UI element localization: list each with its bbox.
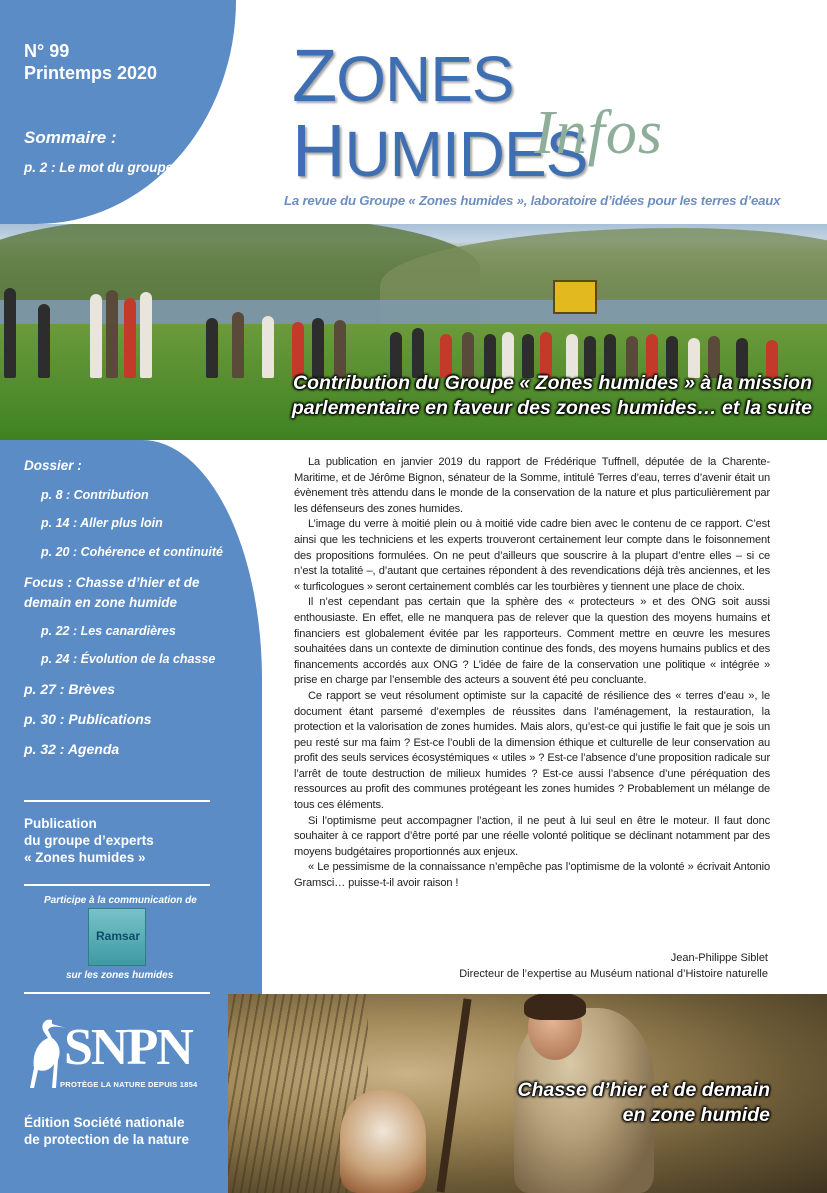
blue-header-panel [0,0,236,224]
toc-focus-heading-line1: Focus : Chasse d’hier et de [24,575,200,590]
snpn-logo: SNPN [64,1019,192,1076]
toc-item-p24[interactable]: p. 24 : Évolution de la chasse [41,652,216,666]
publication-line2: du groupe d’experts [24,833,154,848]
painting-caption-line2: en zone humide [622,1104,770,1126]
editorial-paragraph: Si l’optimisme peut accompagner l’action, il ne peut à lui seul en être le moteur. Il faut donc souhaiter à ce rapport d’être porté par une réelle volonté politique se déclinant notamment par des moyens budgétaires proportionnés aux enjeux. [294,814,770,858]
divider-rule [24,800,210,802]
editorial-paragraph: « Le pessimisme de la connaissance n’empêche pas l’optimisme de la volonté » écrivait Antonio Gramsci… puisse-t-il avoir raison ! [294,861,770,890]
painting-dog [340,1090,426,1193]
toc-item-p8[interactable]: p. 8 : Contribution [41,488,149,502]
toc-item-p20[interactable]: p. 20 : Cohérence et continuité [41,545,223,559]
sommaire-item-p2[interactable]: p. 2 : Le mot du groupe… [24,160,187,175]
editorial-paragraph: L’image du verre à moitié plein ou à moitié vide cadre bien avec le contenu de ce rapport. C’est ainsi que les techniciens et les experts trouveront certainement leur compte dans le foisonnement des propositions formulées. On ne peut d’ailleurs que souscrire à la plupart d’entre elles – si ce n’est la totalité –, d’autant que certaines répondent à des revendications déjà très anciennes, et les « turficologues » seront certainement comblés car les tourbières y tiennent une place de choix. [294,518,770,593]
masthead-title-z: Z [292,34,337,117]
painting-hunter-hair [524,994,586,1020]
masthead-title-h: H [292,109,345,192]
toc-item-publications[interactable]: p. 30 : Publications [24,711,152,727]
masthead-subtitle: Infos [534,99,663,167]
editorial-paragraph: La publication en janvier 2019 du rapport de Frédérique Tuffnell, députée de la Charente-Maritime, et de Jérôme Bignon, sénateur de la Somme, intitulé Terres d’eau, terres d’avenir était un évènement très attendu dans le monde de la conservation de la nature et plus particulièrement par les défenseurs des zones humides. [294,456,770,515]
issue-number: N° 99 [24,41,70,61]
toc-focus-heading-line2: demain en zone humide [24,595,178,610]
issue-season: Printemps 2020 [24,63,158,83]
ramsar-participation-text: Participe à la communication de [44,895,197,906]
edition-line2: de protection de la nature [24,1132,190,1147]
publication-statement [24,815,154,866]
ramsar-logo-text: Ramsar [95,929,141,943]
painting-caption [440,1078,770,1128]
editorial-paragraph: Il n’est cependant pas certain que la sphère des « protecteurs » et des ONG soit aussi enthousiaste. En effet, elle ne manquera pas de relever que la question des moyens humains et financiers est globalement évitée par les rapporteurs. Comment mettre en œuvre les mesures souhaitées dans un contexte de diminution continue des fonds, des moyens humains publics et des financements accordés aux ONG ? L’idée de faire de la conservation une politique « intégrée » prise en charge par l’ensemble des acteurs a souvent été peu concluante. [294,596,770,687]
toc-item-breves[interactable]: p. 27 : Brèves [24,681,116,697]
snpn-tagline: PROTÈGE LA NATURE DEPUIS 1854 [60,1080,198,1089]
editorial-author-role: Directeur de l’expertise au Muséum national d’Histoire naturelle [459,968,768,980]
publication-line1: Publication [24,816,97,831]
toc-item-p22[interactable]: p. 22 : Les canardières [41,624,176,638]
divider-rule [24,992,210,994]
toc-item-agenda[interactable]: p. 32 : Agenda [24,741,120,757]
editorial-paragraph: Ce rapport se veut résolument optimiste sur la capacité de résilience des « terres d’eau », le document étant parsemé d’exemples de réussites dans l’aménagement, la restauration, la protection et la valorisation de zones humides. Mais alors, qu’est-ce qui justifie le fait que je sois un peu resté sur ma faim ? Est-ce l’oubli de la dimension éthique et culturelle de leur conservation au profit des seuls services écosystémiques « utiles » ? Est-ce l’absence d’une proposition radicale sur l’arrêt de toute destruction de milieux humides ? Est-ce aussi l’absence d’une péréquation des ressources au profit des communes protégeant les zones humides ? Probablement un mélange de tous ces éléments. [294,689,770,812]
edition-statement [24,1114,189,1148]
divider-rule [24,884,210,886]
masthead-title-umides: UMIDES [344,118,588,190]
edition-line1: Édition Société nationale [24,1115,185,1130]
sommaire-title: Sommaire : [24,128,117,147]
toc-dossier-heading: Dossier : [24,458,82,473]
masthead-tagline: La revue du Groupe « Zones humides », laboratoire d’idées pour les terres d’eaux [284,193,781,208]
photo-crowd [0,288,827,378]
cover-photo-caption-line1: Contribution du Groupe « Zones humides » à la mission [293,372,812,394]
cover-photo-caption-line2: parlementaire en faveur des zones humides… et la suite [291,397,812,419]
masthead-title-ones: ONES [336,43,514,115]
editorial-author: Jean-Philippe Siblet [670,952,768,964]
ramsar-logo [88,908,146,966]
cover-photo-caption [172,371,812,421]
painting-caption-line1: Chasse d’hier et de demain [517,1079,770,1101]
editorial-text [294,455,770,892]
ramsar-subtitle: sur les zones humides [66,970,174,981]
toc-item-p14[interactable]: p. 14 : Aller plus loin [41,516,163,530]
publication-line3: « Zones humides » [24,850,146,865]
